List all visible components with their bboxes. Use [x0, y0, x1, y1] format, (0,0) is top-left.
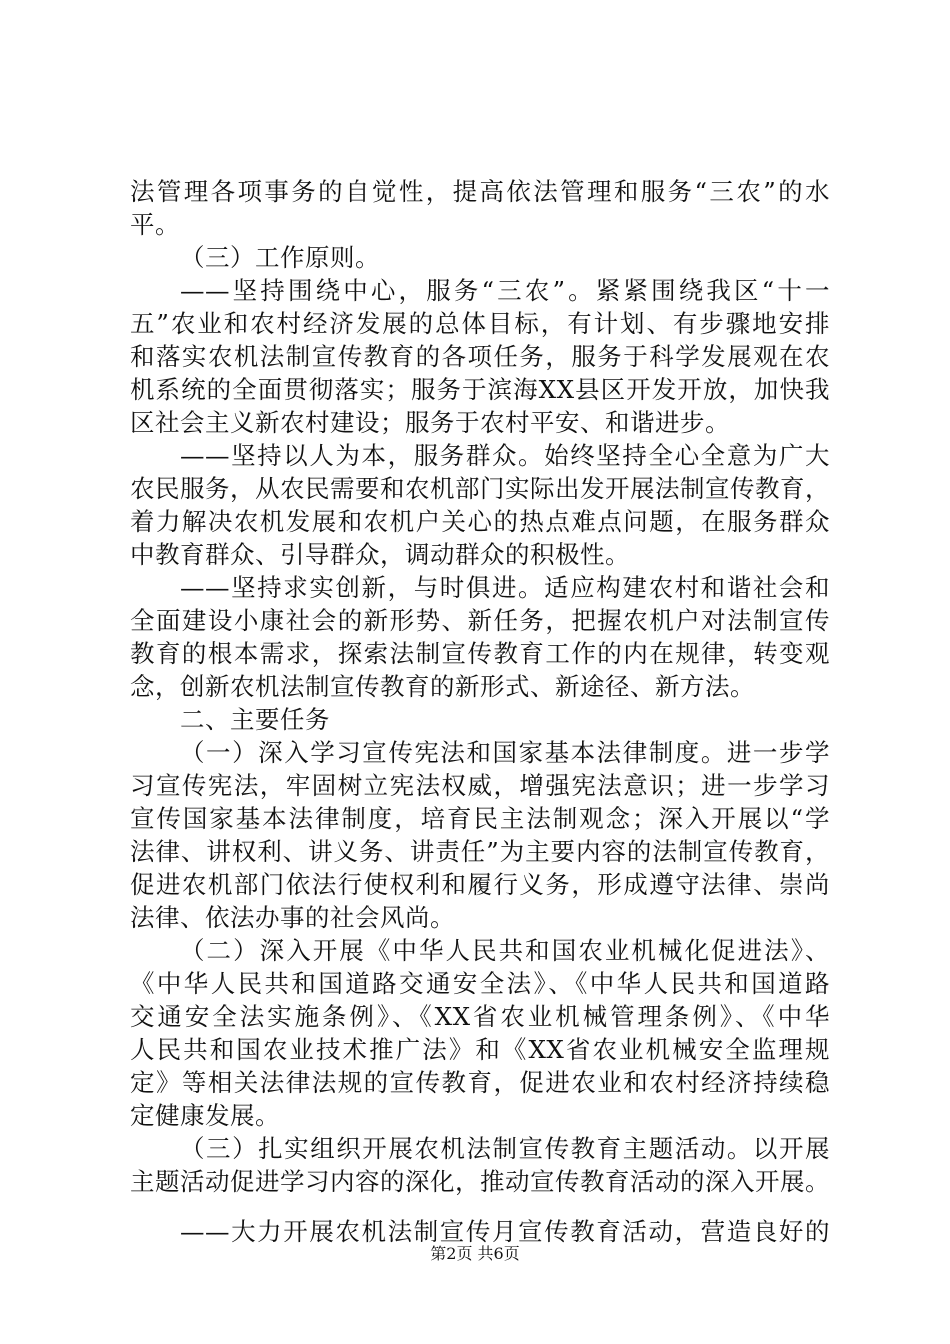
section-heading: （三）工作原则。 — [180, 243, 380, 272]
text-line: 法律、依法办事的社会风尚。 — [130, 903, 455, 932]
text-line: 人民共和国农业技术推广法》和《XX省农业机械安全监理规 — [130, 1035, 830, 1064]
text-line: ——大力开展农机法制宣传月宣传教育活动，营造良好的 — [180, 1217, 830, 1246]
text-line: 促进农机部门依法行使权利和履行义务，形成遵守法律、崇尚 — [130, 870, 830, 899]
text-line: （三）扎实组织开展农机法制宣传教育主题活动。以开展 — [180, 1134, 830, 1163]
text-line: 区社会主义新农村建设；服务于农村平安、和谐进步。 — [130, 408, 730, 437]
text-line: 中教育群众、引导群众，调动群众的积极性。 — [130, 540, 630, 569]
text-line: 法律、讲权利、讲义务、讲责任”为主要内容的法制宣传教育， — [130, 837, 830, 866]
text-line: 交通安全法实施条例》、《XX省农业机械管理条例》、《中华 — [130, 1002, 830, 1031]
text-line: 宣传国家基本法律制度，培育民主法制观念；深入开展以“学 — [130, 804, 830, 833]
text-line: 和落实农机法制宣传教育的各项任务，服务于科学发展观在农 — [130, 342, 830, 371]
text-line: 主题活动促进学习内容的深化，推动宣传教育活动的深入开展。 — [130, 1167, 830, 1196]
text-line: （二）深入开展《中华人民共和国农业机械化促进法》、 — [180, 936, 830, 965]
text-line: 《中华人民共和国道路交通安全法》、《中华人民共和国道路 — [130, 969, 830, 998]
text-line: （一）深入学习宣传宪法和国家基本法律制度。进一步学 — [180, 738, 830, 767]
page-footer: 第2页 共6页 — [430, 1244, 520, 1263]
text-line: 农民服务，从农民需要和农机部门实际出发开展法制宣传教育， — [130, 474, 830, 503]
text-line: 平。 — [130, 210, 180, 239]
text-line: ——坚持以人为本，服务群众。始终坚持全心全意为广大 — [180, 441, 830, 470]
text-line: 念，创新农机法制宣传教育的新形式、新途径、新方法。 — [130, 672, 755, 701]
text-line: 定健康发展。 — [130, 1101, 280, 1130]
text-line: ——坚持围绕中心，服务“三农”。紧紧围绕我区“十一 — [180, 276, 830, 305]
text-line: 定》等相关法律法规的宣传教育，促进农业和农村经济持续稳 — [130, 1068, 830, 1097]
text-line: 着力解决农机发展和农机户关心的热点难点问题，在服务群众 — [130, 507, 830, 536]
text-line: 机系统的全面贯彻落实；服务于滨海XX县区开发开放，加快我 — [130, 375, 830, 404]
text-line: 全面建设小康社会的新形势、新任务，把握农机户对法制宣传 — [130, 606, 830, 635]
section-heading: 二、主要任务 — [180, 705, 330, 734]
text-line: ——坚持求实创新，与时俱进。适应构建农村和谐社会和 — [180, 573, 830, 602]
text-line: 教育的根本需求，探索法制宣传教育工作的内在规律，转变观 — [130, 639, 830, 668]
text-line: 法管理各项事务的自觉性，提高依法管理和服务“三农”的水 — [130, 177, 830, 206]
text-line: 五”农业和农村经济发展的总体目标，有计划、有步骤地安排 — [130, 309, 830, 338]
text-line: 习宣传宪法，牢固树立宪法权威，增强宪法意识；进一步学习 — [130, 771, 830, 800]
